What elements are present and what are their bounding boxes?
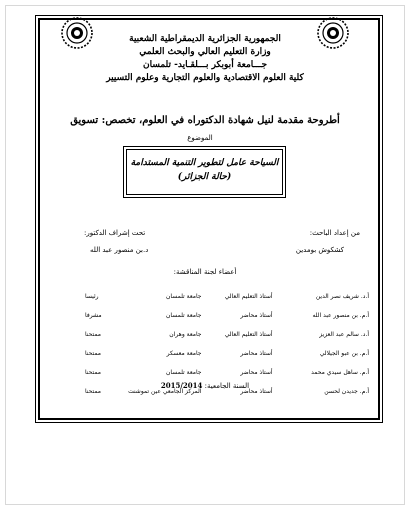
member-rank: أستاذ محاضر [240, 369, 273, 376]
member-name: أ.م. ساهل سيدي محمد [311, 369, 369, 376]
member-rank: أستاذ التعليم العالي [224, 331, 273, 338]
member-name: أ.م. بن منصور عبد الله [312, 312, 369, 319]
supervisor-name: د.بن منصور عبد الله [90, 246, 149, 254]
faculty-name: كلية العلوم الاقتصادية والعلوم التجارية وعلوم التسيير [106, 73, 304, 83]
member-role: مشرفا [85, 312, 102, 319]
university-name: جـــامعة أبوبكر بـــلقـايد- تلمسان [142, 60, 268, 70]
subject-label: الموضوع [187, 134, 213, 142]
member-rank: أستاذ محاضر [240, 350, 273, 357]
member-name: أ.م. بن عبو الجيلالي [319, 350, 369, 357]
academic-year [0, 381, 410, 390]
supervisor-label: تحت إشراف الدكتور: [84, 229, 146, 237]
table-row [82, 287, 372, 306]
member-institution: جامعة معسكر [166, 350, 202, 357]
table-row [82, 363, 372, 382]
thesis-title: السياحة عامل لتطوير التنمية المستدامة [130, 158, 279, 168]
member-institution: جامعة تلمسان [166, 369, 202, 376]
academic-year-value: 2015/2014 [160, 381, 203, 390]
university-emblem-left-icon [60, 16, 94, 50]
member-role: ممتحنا [85, 350, 102, 357]
member-institution: المركز الجامعي عين تموشنت [128, 388, 202, 395]
member-rank: أستاذ التعليم العالي [224, 293, 273, 300]
committee-title: أعضاء لجنة المناقشة: [173, 268, 237, 276]
member-rank: أستاذ محاضر [240, 388, 273, 395]
republic-name: الجمهورية الجزائرية الديمقراطية الشعبية [129, 34, 281, 44]
university-emblem-right-icon [316, 16, 350, 50]
prepared-by-label: من إعداد الباحث: [309, 229, 360, 237]
member-name: أ.د. سالم عبد العزيز [319, 331, 369, 338]
member-role: ممتحنا [85, 388, 102, 395]
thesis-title-box [126, 149, 283, 195]
ministry-name: وزارة التعليم العالي والبحث العلمي [139, 47, 271, 57]
member-role: ممتحنا [85, 369, 102, 376]
table-row [82, 306, 372, 325]
member-rank: أستاذ محاضر [240, 312, 273, 319]
member-institution: جامعة تلمسان [166, 293, 202, 300]
member-role: ممتحنا [85, 331, 102, 338]
table-row [82, 344, 372, 363]
member-institution: جامعة وهران [169, 331, 202, 338]
thesis-subtitle: (حالة الجزائر) [177, 172, 232, 182]
member-institution: جامعة تلمسان [166, 312, 202, 319]
member-name: أ.م. جديدن لحسن [324, 388, 369, 395]
member-role: رئيسا [85, 293, 99, 300]
prepared-by-name: كشكوش بومدين [295, 246, 344, 254]
academic-year-label: السنة الجامعية: [204, 382, 250, 390]
member-name: أ.د. شريف نصر الدين [315, 293, 369, 300]
thesis-statement: أطروحة مقدمة لنيل شهادة الدكتوراه في العلوم، تخصص: تسويق [70, 115, 340, 126]
table-row [82, 325, 372, 344]
